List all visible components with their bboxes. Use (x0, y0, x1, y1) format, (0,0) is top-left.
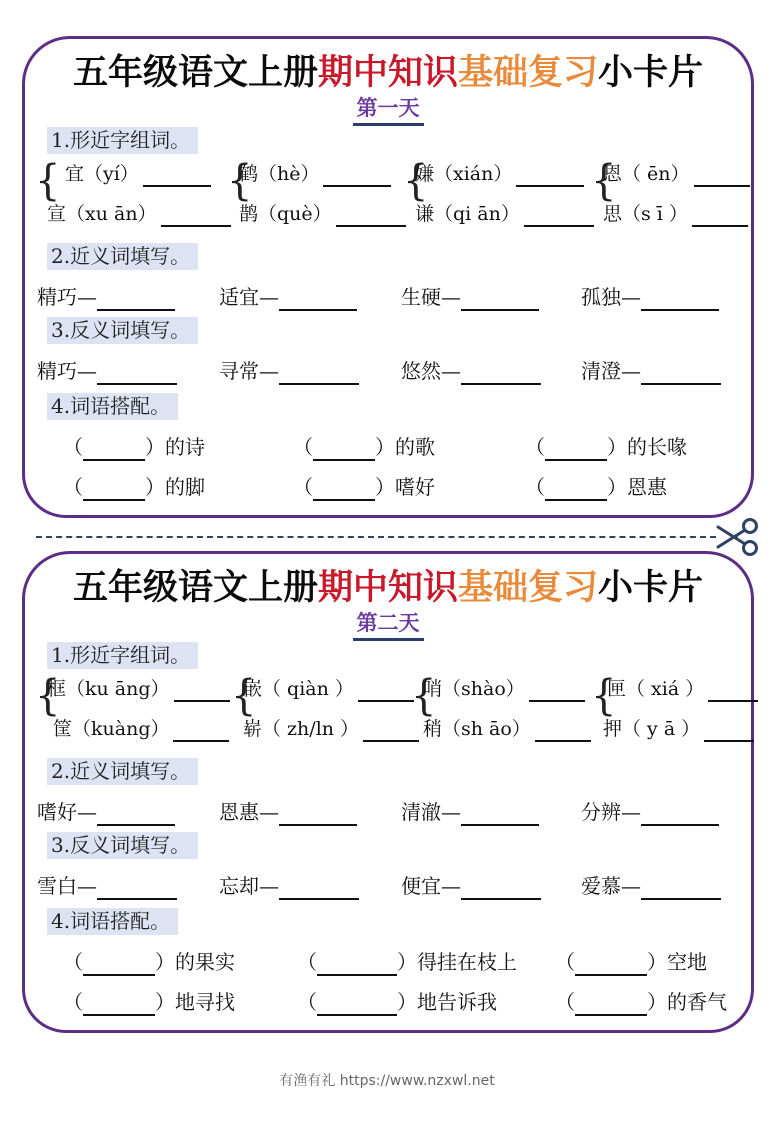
char-pair-top: 匣（ xiá ） (607, 678, 705, 700)
section-heading-synonyms: 2.近义词填写。 (47, 243, 198, 270)
brace-icon: { (403, 156, 429, 206)
day-label: 第二天 (25, 610, 751, 641)
antonym-item: 忘却— (219, 872, 359, 900)
char-pair-top: 嵌（ qiàn ） (243, 678, 354, 700)
char-pair-bottom: 鹊（què） (239, 203, 332, 225)
answer-blank[interactable] (161, 205, 231, 227)
answer-blank[interactable] (575, 954, 647, 976)
synonym-item: 精巧— (37, 283, 175, 311)
title-part-midterm: 期中知识 (317, 53, 458, 93)
title-part-card: 小卡片 (598, 568, 704, 608)
answer-blank[interactable] (279, 363, 359, 385)
answer-blank[interactable] (545, 479, 607, 501)
day-label: 第一天 (25, 95, 751, 126)
answer-blank[interactable] (692, 205, 748, 227)
title-part-review: 基础复习 (458, 568, 599, 608)
antonym-item: 寻常— (219, 357, 359, 385)
answer-blank[interactable] (97, 363, 177, 385)
answer-blank[interactable] (358, 680, 414, 702)
title-part-midterm: 期中知识 (317, 568, 458, 608)
char-pair-top: 框（ku āng） (47, 678, 170, 700)
char-pair-bottom: 宣（xu ān） (47, 203, 157, 225)
synonym-item: 孤独— (581, 283, 719, 311)
answer-blank[interactable] (83, 954, 155, 976)
review-card-day-1 (22, 36, 754, 518)
answer-blank[interactable] (279, 878, 359, 900)
synonym-item: 嗜好— (37, 798, 175, 826)
matching-item: （ ）的脚 (63, 475, 205, 499)
answer-blank[interactable] (97, 804, 175, 826)
answer-blank[interactable] (279, 804, 357, 826)
brace-icon: { (231, 671, 257, 721)
answer-blank[interactable] (336, 205, 406, 227)
answer-blank[interactable] (317, 954, 397, 976)
synonym-item: 恩惠— (219, 798, 357, 826)
char-pair-top: 宜（yí） (65, 163, 139, 185)
answer-blank[interactable] (641, 804, 719, 826)
antonym-item: 清澄— (581, 357, 721, 385)
char-pair-1 (35, 671, 235, 754)
footer-watermark: 有渔有礼 https://www.nzxwl.net (279, 1073, 495, 1089)
matching-item: （ ）恩惠 (525, 475, 667, 499)
char-pair-top: 恩（ ēn） (603, 163, 690, 185)
char-pair-top: 鹤（hè） (239, 163, 320, 185)
answer-blank[interactable] (279, 289, 357, 311)
answer-blank[interactable] (313, 479, 375, 501)
title-part-card: 小卡片 (598, 53, 704, 93)
answer-blank[interactable] (545, 439, 607, 461)
answer-blank[interactable] (323, 165, 391, 187)
matching-item: （ ）得挂在枝上 (297, 950, 517, 974)
cut-line (36, 536, 716, 538)
antonym-item: 悠然— (401, 357, 541, 385)
answer-blank[interactable] (173, 720, 229, 742)
matching-item: （ ）嗜好 (293, 475, 435, 499)
section-heading-similar-chars: 1.形近字组词。 (47, 642, 198, 669)
char-pair-bottom: 稍（sh āo） (423, 718, 531, 740)
answer-blank[interactable] (83, 439, 145, 461)
answer-blank[interactable] (461, 878, 541, 900)
char-pair-2 (227, 156, 407, 239)
answer-blank[interactable] (317, 994, 397, 1016)
brace-icon: { (591, 671, 617, 721)
title-part-grade: 五年级语文上册 (72, 53, 318, 93)
answer-blank[interactable] (97, 289, 175, 311)
title-part-review: 基础复习 (458, 53, 599, 93)
antonym-item: 精巧— (37, 357, 177, 385)
synonym-item: 清澈— (401, 798, 539, 826)
matching-item: （ ）的长喙 (525, 435, 687, 459)
answer-blank[interactable] (83, 994, 155, 1016)
char-pair-bottom: 筐（kuàng） (53, 718, 170, 740)
char-pair-top: 哨（shào） (423, 678, 525, 700)
brace-icon: { (591, 156, 617, 206)
brace-icon: { (227, 156, 253, 206)
answer-blank[interactable] (83, 479, 145, 501)
char-pair-bottom: 谦（qi ān） (415, 203, 520, 225)
synonym-item: 生硬— (401, 283, 539, 311)
matching-item: （ ）地告诉我 (297, 990, 497, 1014)
answer-blank[interactable] (524, 205, 594, 227)
answer-blank[interactable] (516, 165, 584, 187)
card-title (25, 568, 751, 608)
char-pair-3 (403, 156, 588, 239)
antonym-item: 便宜— (401, 872, 541, 900)
section-heading-word-matching: 4.词语搭配。 (47, 393, 178, 420)
answer-blank[interactable] (529, 680, 585, 702)
answer-blank[interactable] (535, 720, 591, 742)
answer-blank[interactable] (461, 363, 541, 385)
section-heading-similar-chars: 1.形近字组词。 (47, 127, 198, 154)
matching-item: （ ）的诗 (63, 435, 205, 459)
brace-icon: { (411, 671, 437, 721)
antonym-item: 爱慕— (581, 872, 721, 900)
matching-item: （ ）地寻找 (63, 990, 235, 1014)
answer-blank[interactable] (174, 680, 230, 702)
antonym-item: 雪白— (37, 872, 177, 900)
card-title (25, 53, 751, 93)
answer-blank[interactable] (708, 680, 758, 702)
title-part-grade: 五年级语文上册 (72, 568, 318, 608)
char-pair-bottom: 思（s ī ） (603, 203, 688, 225)
section-heading-synonyms: 2.近义词填写。 (47, 758, 198, 785)
synonym-item: 分辨— (581, 798, 719, 826)
char-pair-4 (591, 156, 751, 239)
section-heading-antonyms: 3.反义词填写。 (47, 832, 198, 859)
answer-blank[interactable] (694, 165, 750, 187)
answer-blank[interactable] (704, 720, 754, 742)
matching-item: （ ）的歌 (293, 435, 435, 459)
brace-icon: { (35, 671, 61, 721)
char-pair-bottom: 押（ y ā ） (603, 718, 701, 740)
review-card-day-2 (22, 551, 754, 1033)
answer-blank[interactable] (313, 439, 375, 461)
char-pair-3 (411, 671, 591, 754)
section-heading-word-matching: 4.词语搭配。 (47, 908, 178, 935)
answer-blank[interactable] (97, 878, 177, 900)
char-pair-bottom: 崭（ zh/ln ） (243, 718, 360, 740)
answer-blank[interactable] (143, 165, 211, 187)
section-heading-antonyms: 3.反义词填写。 (47, 317, 198, 344)
char-pair-1 (35, 156, 225, 239)
answer-blank[interactable] (461, 804, 539, 826)
synonym-item: 适宜— (219, 283, 357, 311)
answer-blank[interactable] (461, 289, 539, 311)
answer-blank[interactable] (641, 289, 719, 311)
answer-blank[interactable] (575, 994, 647, 1016)
brace-icon: { (35, 156, 61, 206)
char-pair-2 (231, 671, 411, 754)
matching-item: （ ）的果实 (63, 950, 235, 974)
answer-blank[interactable] (641, 363, 721, 385)
char-pair-4 (591, 671, 755, 754)
char-pair-top: 嫌（xián） (415, 163, 513, 185)
matching-item: （ ）的香气 (555, 990, 727, 1014)
matching-item: （ ）空地 (555, 950, 707, 974)
answer-blank[interactable] (641, 878, 721, 900)
